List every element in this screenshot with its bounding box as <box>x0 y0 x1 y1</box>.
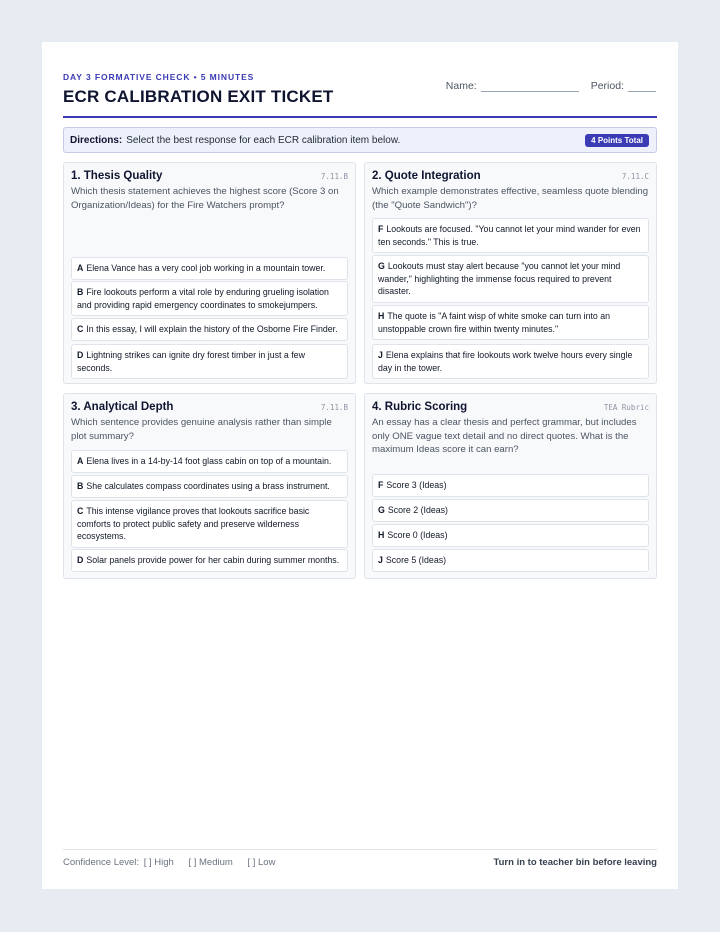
question-card-3 <box>63 393 356 579</box>
answer-option[interactable] <box>71 257 348 280</box>
answer-option[interactable] <box>71 318 348 341</box>
answer-option[interactable] <box>71 549 348 572</box>
answer-option[interactable] <box>372 524 649 547</box>
option-text: The quote is "A faint wisp of white smoke can turn into an unstoppable crown fire within twenty minutes." <box>378 311 611 334</box>
option-text: Solar panels provide power for her cabin during summer months. <box>86 555 340 565</box>
question-prompt: Which thesis statement achieves the highest score (Score 3 on Organization/Ideas) for the Fire Watchers prompt? <box>71 186 339 211</box>
option-text: In this essay, I will explain the history of the Osborne Fire Finder. <box>86 324 338 334</box>
option-text: Score 5 (Ideas) <box>385 555 447 565</box>
question-card-2 <box>364 162 657 384</box>
option-letter: A <box>77 456 84 466</box>
answer-option[interactable] <box>372 218 649 253</box>
answer-option[interactable] <box>372 305 649 340</box>
page-title: ECR CALIBRATION EXIT TICKET <box>63 87 334 106</box>
option-text: Score 3 (Ideas) <box>386 480 447 490</box>
option-letter: J <box>378 350 383 360</box>
footer-divider <box>63 849 657 850</box>
confidence-level <box>63 857 287 868</box>
answer-option[interactable] <box>372 344 649 379</box>
answer-option[interactable] <box>71 344 348 379</box>
question-title: 3. Analytical Depth <box>71 401 174 413</box>
name-field[interactable] <box>481 82 579 92</box>
standard-tag: 7.11.B <box>320 403 348 412</box>
option-text: Lookouts must stay alert because "you cannot let your mind wander," highlighting the immense focus required to prevent disaster. <box>378 261 621 296</box>
question-card-4 <box>364 393 657 579</box>
question-prompt: An essay has a clear thesis and perfect grammar, but includes only ONE vague text detail and no direct quotes. What is the maximum Ideas score it can earn? <box>372 417 637 455</box>
question-card-1 <box>63 162 356 384</box>
question-prompt: Which sentence provides genuine analysis rather than simple plot summary? <box>71 417 332 442</box>
confidence-label: Confidence Level: <box>63 857 140 868</box>
option-text: Lightning strikes can ignite dry forest timber in just a few seconds. <box>77 350 305 373</box>
option-letter: C <box>77 506 84 516</box>
option-letter: D <box>77 555 84 565</box>
option-letter: H <box>378 311 385 321</box>
option-letter: A <box>77 263 84 273</box>
confidence-medium-checkbox[interactable]: [ ] Medium <box>188 857 233 868</box>
points-badge: 4 Points Total <box>585 134 649 147</box>
answer-option[interactable] <box>372 474 649 497</box>
worksheet-page <box>42 42 678 889</box>
confidence-high-checkbox[interactable]: [ ] High <box>143 857 174 868</box>
option-letter: D <box>77 350 84 360</box>
question-title: 4. Rubric Scoring <box>372 401 468 413</box>
option-letter: B <box>77 287 84 297</box>
answer-option[interactable] <box>372 499 649 522</box>
question-title: 1. Thesis Quality <box>71 170 163 182</box>
directions-label: Directions: <box>70 134 123 146</box>
option-text: Score 2 (Ideas) <box>387 505 448 515</box>
option-text: This intense vigilance proves that lookouts sacrifice basic comforts to protect public safety and preserve wilderness ecosystems. <box>77 506 310 541</box>
option-text: Elena explains that fire lookouts work twelve hours every single day in the tower. <box>378 350 633 373</box>
name-label: Name: <box>445 80 477 92</box>
answer-option[interactable] <box>372 549 649 572</box>
option-letter: C <box>77 324 84 334</box>
directions-bar <box>63 127 657 153</box>
confidence-low-checkbox[interactable]: [ ] Low <box>247 857 276 868</box>
header-divider <box>63 116 657 118</box>
answer-option[interactable] <box>71 281 348 316</box>
standard-tag: TEA Rubric <box>603 403 649 412</box>
option-letter: H <box>378 530 385 540</box>
option-letter: F <box>378 480 384 490</box>
option-text: Elena lives in a 14-by-14 foot glass cabin on top of a mountain. <box>86 456 332 466</box>
turn-in-instruction: Turn in to teacher bin before leaving <box>493 857 657 868</box>
answer-option[interactable] <box>71 475 348 498</box>
answer-option[interactable] <box>71 450 348 473</box>
eyebrow-label: DAY 3 FORMATIVE CHECK • 5 MINUTES <box>63 72 255 82</box>
period-label: Period: <box>590 80 624 92</box>
standard-tag: 7.11.C <box>621 172 649 181</box>
student-fields <box>446 80 656 92</box>
option-letter: G <box>378 261 385 271</box>
option-letter: F <box>378 224 384 234</box>
option-text: Score 0 (Ideas) <box>387 530 448 540</box>
option-letter: G <box>378 505 385 515</box>
period-field[interactable] <box>628 82 656 92</box>
option-letter: J <box>378 555 383 565</box>
option-text: She calculates compass coordinates using a brass instrument. <box>86 481 330 491</box>
option-letter: B <box>77 481 84 491</box>
option-text: Fire lookouts perform a vital role by enduring grueling isolation and providing rapid emergency coordinates to smokejumpers. <box>77 287 329 310</box>
question-title: 2. Quote Integration <box>372 170 481 182</box>
option-text: Lookouts are focused. "You cannot let your mind wander for even ten seconds." This is true. <box>378 224 641 247</box>
question-prompt: Which example demonstrates effective, seamless quote blending (the "Quote Sandwich")? <box>372 186 649 211</box>
standard-tag: 7.11.B <box>320 172 348 181</box>
directions-text: Select the best response for each ECR calibration item below. <box>126 134 401 146</box>
option-text: Elena Vance has a very cool job working in a mountain tower. <box>86 263 326 273</box>
answer-option[interactable] <box>372 255 649 303</box>
answer-option[interactable] <box>71 500 348 548</box>
